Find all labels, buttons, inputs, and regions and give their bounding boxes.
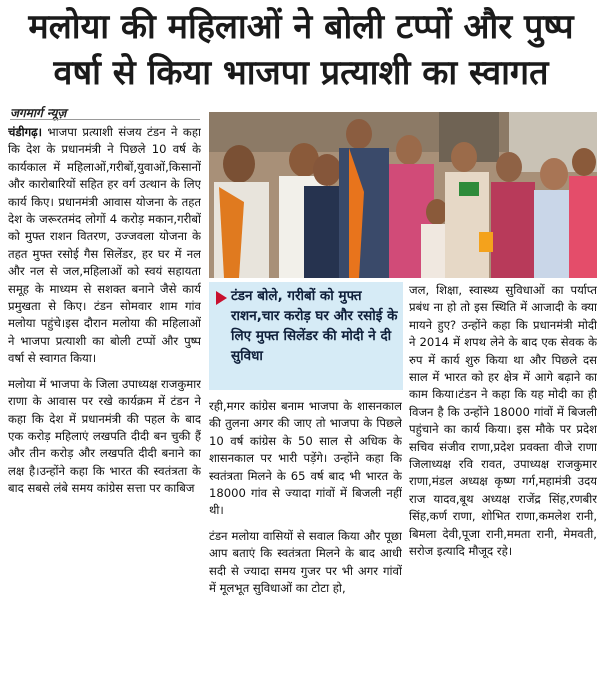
article-paragraph: टंडन मलोया वासियों से सवाल किया और पूछा आप बताएं कि स्वतंत्रता मिलने के बाद आधी सदी से ज्यादा समय गुजर पर भी अगर गांवों में मूलभूत सुविधाओं का टोटा हो, xyxy=(209,528,402,596)
article-paragraph: रही,मगर कांग्रेस बनाम भाजपा के शासनकाल की तुलना अगर की जाए तो भाजपा के पिछले 10 वर्ष कांग्रेस के 50 साल से अधिक के शासनकाल पर भारी पड़ेंगे। उन्होंने कहा कि स्वतंत्रता मिलने के 65 वर्ष बाद भी भारत के 18000 गांव से ज्यादा गांवों में बिजली नहीं थी। xyxy=(209,399,402,518)
byline: जगमार्ग न्यूज़ xyxy=(10,106,67,120)
headline-line-1: मलोया की महिलाओं ने बोली टप्पों और पुष्प xyxy=(28,7,574,47)
article-column-1 xyxy=(8,124,201,672)
news-photo xyxy=(209,112,597,278)
headline-line-2: वर्षा से किया भाजपा प्रत्याशी का स्वागत xyxy=(53,53,549,93)
red-triangle-bullet-icon xyxy=(216,291,227,305)
article-paragraph: जल, शिक्षा, स्वास्थ्य सुविधाओं का पर्याप्त प्रबंध ना हो तो इस स्थिति में आजादी के क्या मायने हुए? उन्होंने कहा कि प्रधानमंत्री मोदी ने 2014 में शपथ लेने के बाद एक सेवक के रुप में कार्य शुरु किया था और पिछले दस साल में भारत को हर क्षेत्र में आगे बढ़ाने का काम किया।टंडन ने कहा कि यह मोदी का ही विजन है कि उन्होंने 18000 गांवों में बिजली पहुंचाने का कार्य किया। इस मौके पर प्रदेश सचिव संजीव राणा,प्रदेश प्रवक्ता वीजे राणा जिलाध्यक्ष रवि रावत, उपाध्यक्ष राजकुमार राणा,मंडल अध्यक्ष कृष्ण गर्ग,महामंत्री उदय राज यादव,बूथ अध्यक्ष राजेंद्र सिंह,रणबीर सिंह,कर्ण राणा, शोभित राणा,कमलेश रानी, बिमला देवी,पूजा रानी,ममता रानी, मेमवती, सरोज इत्यादि मौजूद रहे। xyxy=(409,283,597,559)
crowd-photo-illustration xyxy=(209,112,597,278)
dateline: चंडीगढ़। xyxy=(8,125,43,139)
highlight-text: टंडन बोले, गरीबों को मुफ्त राशन,चार करोड़ घर और रसोई के लिए मुफ्त सिलेंडर की मोदी ने दी सुविधा xyxy=(231,288,398,364)
highlight-box xyxy=(209,282,403,390)
byline-rule xyxy=(10,119,200,120)
headline xyxy=(0,0,602,102)
article-paragraph xyxy=(8,124,201,368)
paragraph-text: भाजपा प्रत्याशी संजय टंडन ने कहा कि देश के प्रधानमंत्री ने पिछले 10 वर्ष के कार्यकाल में महिलाओं,गरीबों,युवाओं,किसानों और कारोबारियों सहित हर वर्ग उत्थान के लिए कार्य किए। प्रधानमंत्री आवास योजना के तहत देश के जरूरतमंद लोगों 4 करोड़ मकान,गरीबों को मुफ्त राशन वितरण, उज्जवला योजना के तहत मुफ्त रसोई गैस सिलेंडर, हर घर में नल और नल से जल,महिलाओं को स्वयं सहायता समूह के माध्यम से सशक्त बनाने जैसे कार्य प्रमुखता से किए। टंडन सोमवार शाम गांव मलोया पहुंचे।इस दौरान मलोया की महिलाओं ने भाजपा प्रत्याशी का बोली टप्पों और पुष्प वर्षा से स्वागत किया। xyxy=(8,125,201,366)
article-paragraph: मलोया में भाजपा के जिला उपाध्यक्ष राजकुमार राणा के आवास पर रखे कार्यक्रम में टंडन ने कहा कि देश में प्रधानमंत्री की पहल के बाद एक करोड़ महिलाएं लखपति दीदी बन चुकी हैं और तीन करोड़ और लखपति दीदी बनाने का लक्ष है।उन्होंने कहा कि भारत की स्वतंत्रता के बाद सबसे लंबे समय कांग्रेस सत्ता पर काबिज xyxy=(8,376,201,496)
article-column-3 xyxy=(409,282,597,672)
article-column-2 xyxy=(209,398,402,672)
